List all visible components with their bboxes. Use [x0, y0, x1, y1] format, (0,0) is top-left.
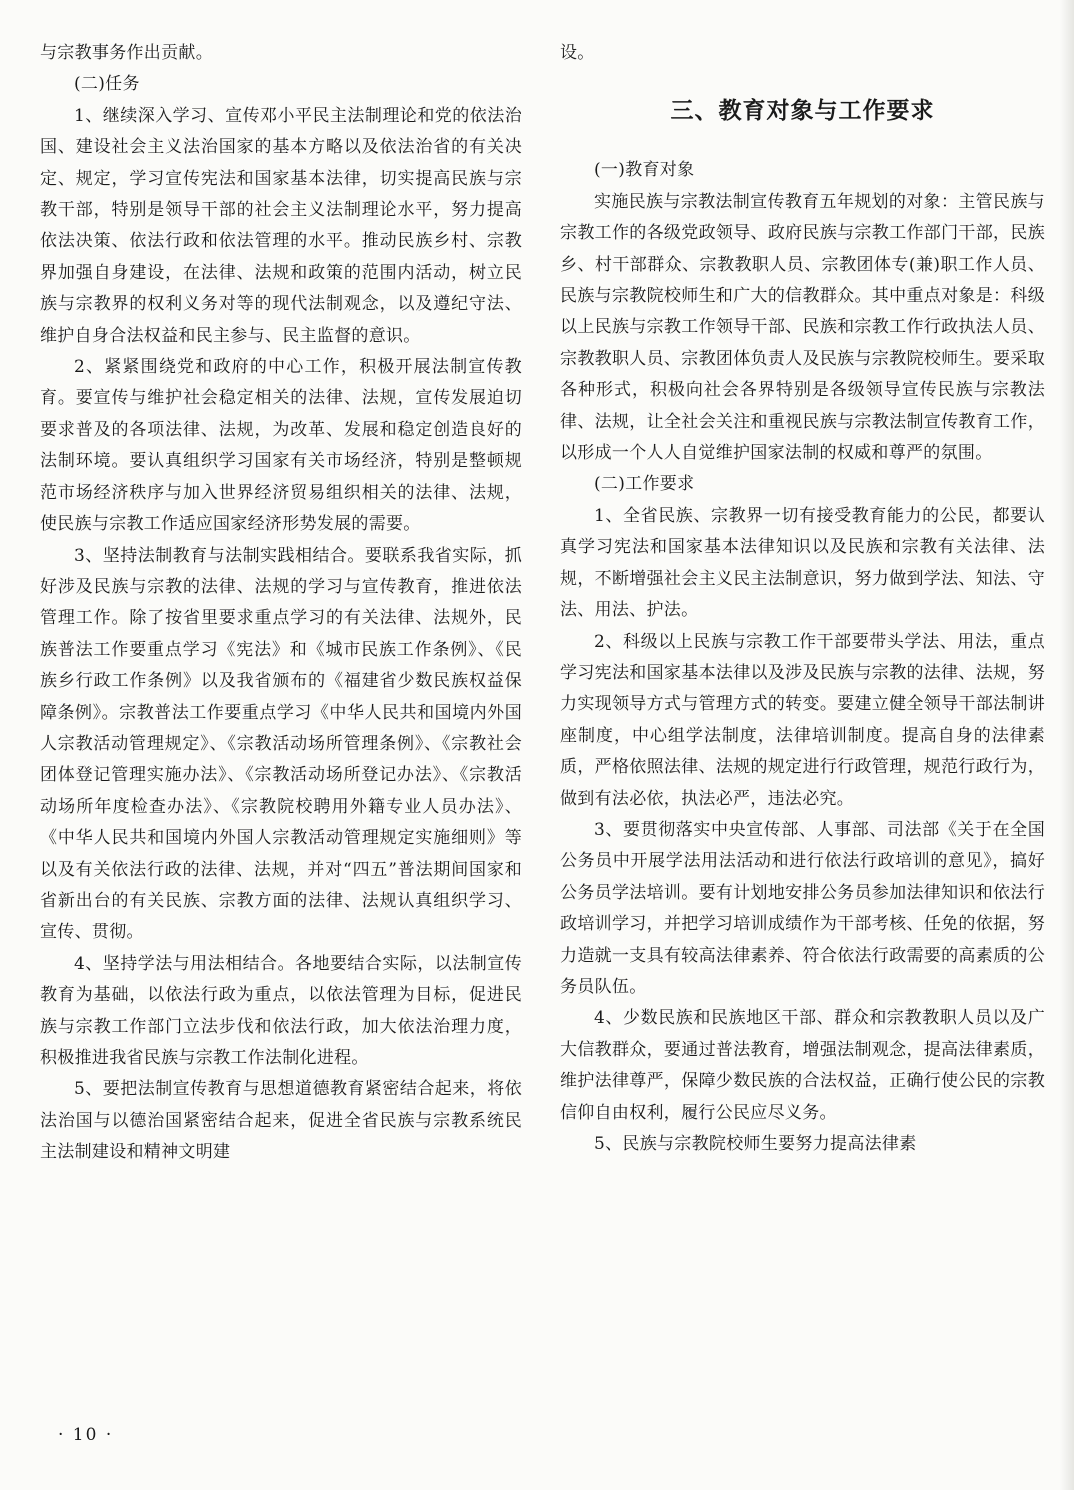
- paragraph-task-4: 4、坚持学法与用法相结合。各地要结合实际，以法制宣传教育为基础，以依法行政为重点，以依法管理为目标，促进民族与宗教工作部门立法步伐和依法行政，加大依法治理力度，积极推进我省民族与宗教工作法制化进程。: [40, 953, 522, 1068]
- paragraph-education-objects: 实施民族与宗教法制宣传教育五年规划的对象：主管民族与宗教工作的各级党政领导、政府民族与宗教工作部门干部，民族乡、村干部群众、宗教教职人员、宗教团体专(兼)职工作人员、民族与宗教院校师生和广大的信教群众。其中重点对象是：科级以上民族与宗教工作领导干部、民族和宗教工作行政执法人员、宗教教职人员、宗教团体负责人及民族与宗教院校师生。要采取各种形式，积极向社会各界特别是各级领导宣传民族与宗教法律、法规，让全社会关注和重视民族与宗教法制宣传教育工作，以形成一个人人自觉维护国家法制的权威和尊严的氛围。: [560, 191, 1045, 464]
- paragraph-continuation: 与宗教事务作出贡献。: [40, 43, 213, 63]
- page-number: · 10 ·: [58, 1425, 114, 1445]
- paragraph-task-1: 1、继续深入学习、宣传邓小平民主法制理论和党的依法治国、建设社会主义法治国家的基本方略以及依法治省的有关决定、规定，学习宣传宪法和国家基本法律，切实提高民族与宗教干部，特别是领导干部的社会主义法制理论水平，努力提高依法决策、依法行政和依法管理的水平。推动民族乡村、宗教界加强自身建设，在法律、法规和政策的范围内活动，树立民族与宗教界的权利义务对等的现代法制观念，以及遵纪守法、维护自身合法权益和民主参与、民主监督的意识。: [40, 105, 522, 346]
- subheading-education-objects: (一)教育对象: [594, 160, 695, 181]
- paragraph-requirement-2: 2、科级以上民族与宗教工作干部要带头学法、用法，重点学习宪法和国家基本法律以及涉及民族与宗教的法律、法规，努力实现领导方式与管理方式的转变。要建立健全领导干部法制讲座制度，中心组学法制度，法律培训制度。提高自身的法律素质，严格依照法律、法规的规定进行行政管理，规范行政行为，做到有法必依，执法必严，违法必究。: [560, 631, 1045, 809]
- page-edge-shadow: [1060, 0, 1074, 1490]
- paragraph-task-3: 3、坚持法制教育与法制实践相结合。要联系我省实际，抓好涉及民族与宗教的法律、法规的学习与宣传教育，推进依法管理工作。除了按省里要求重点学习的有关法律、法规外，民族普法工作要重点学习《宪法》和《城市民族工作条例》、《民族乡行政工作条例》以及我省颁布的《福建省少数民族权益保障条例》。宗教普法工作要重点学习《中华人民共和国境内外国人宗教活动管理规定》、《宗教活动场所管理条例》、《宗教社会团体登记管理实施办法》、《宗教活动场所登记办法》、《宗教活动场所年度检查办法》、《宗教院校聘用外籍专业人员办法》、《中华人民共和国境内外国人宗教活动管理规定实施细则》等以及有关依法行政的法律、法规，并对“四五”普法期间国家和省新出台的有关民族、宗教方面的法律、法规认真组织学习、宣传、贯彻。: [40, 545, 522, 943]
- paragraph-requirement-3: 3、要贯彻落实中央宣传部、人事部、司法部《关于在全国公务员中开展学法用法活动和进行依法行政培训的意见》，搞好公务员学法培训。要有计划地安排公务员参加法律知识和依法行政培训学习，并把学习培训成绩作为干部考核、任免的依据，努力造就一支具有较高法律素养、符合依法行政需要的高素质的公务员队伍。: [560, 819, 1045, 997]
- paragraph-task-2: 2、紧紧围绕党和政府的中心工作，积极开展法制宣传教育。要宣传与维护社会稳定相关的法律、法规，宣传发展迫切要求普及的各项法律、法规，为改革、发展和稳定创造良好的法制环境。要认真组织学习国家有关市场经济，特别是整顿规范市场经济秩序与加入世界经济贸易组织相关的法律、法规，使民族与宗教工作适应国家经济形势发展的需要。: [40, 357, 522, 535]
- paragraph-requirement-4: 4、少数民族和民族地区干部、群众和宗教教职人员以及广大信教群众，要通过普法教育，增强法制观念，提高法律素质，维护法律尊严，保障少数民族的合法权益，正确行使公民的宗教信仰自由权利，履行公民应尽义务。: [560, 1008, 1045, 1123]
- right-column: [560, 38, 1045, 1160]
- paragraph-task-5: 5、要把法制宣传教育与思想道德教育紧密结合起来，将依法治国与以德治国紧密结合起来，促进全省民族与宗教系统民主法制建设和精神文明建: [40, 1079, 522, 1163]
- paragraph-requirement-5: 5、民族与宗教院校师生要努力提高法律素: [594, 1134, 917, 1154]
- section-title: 三、教育对象与工作要求: [670, 98, 935, 125]
- subheading-work-requirements: (二)工作要求: [594, 474, 695, 495]
- subheading-tasks: (二)任务: [74, 74, 140, 95]
- paragraph-continuation-right: 设。: [560, 43, 595, 63]
- left-column: [40, 38, 522, 1169]
- paragraph-requirement-1: 1、全省民族、宗教界一切有接受教育能力的公民，都要认真学习宪法和国家基本法律知识以及民族和宗教有关法律、法规，不断增强社会主义民主法制意识，努力做到学法、知法、守法、用法、护法。: [560, 505, 1045, 621]
